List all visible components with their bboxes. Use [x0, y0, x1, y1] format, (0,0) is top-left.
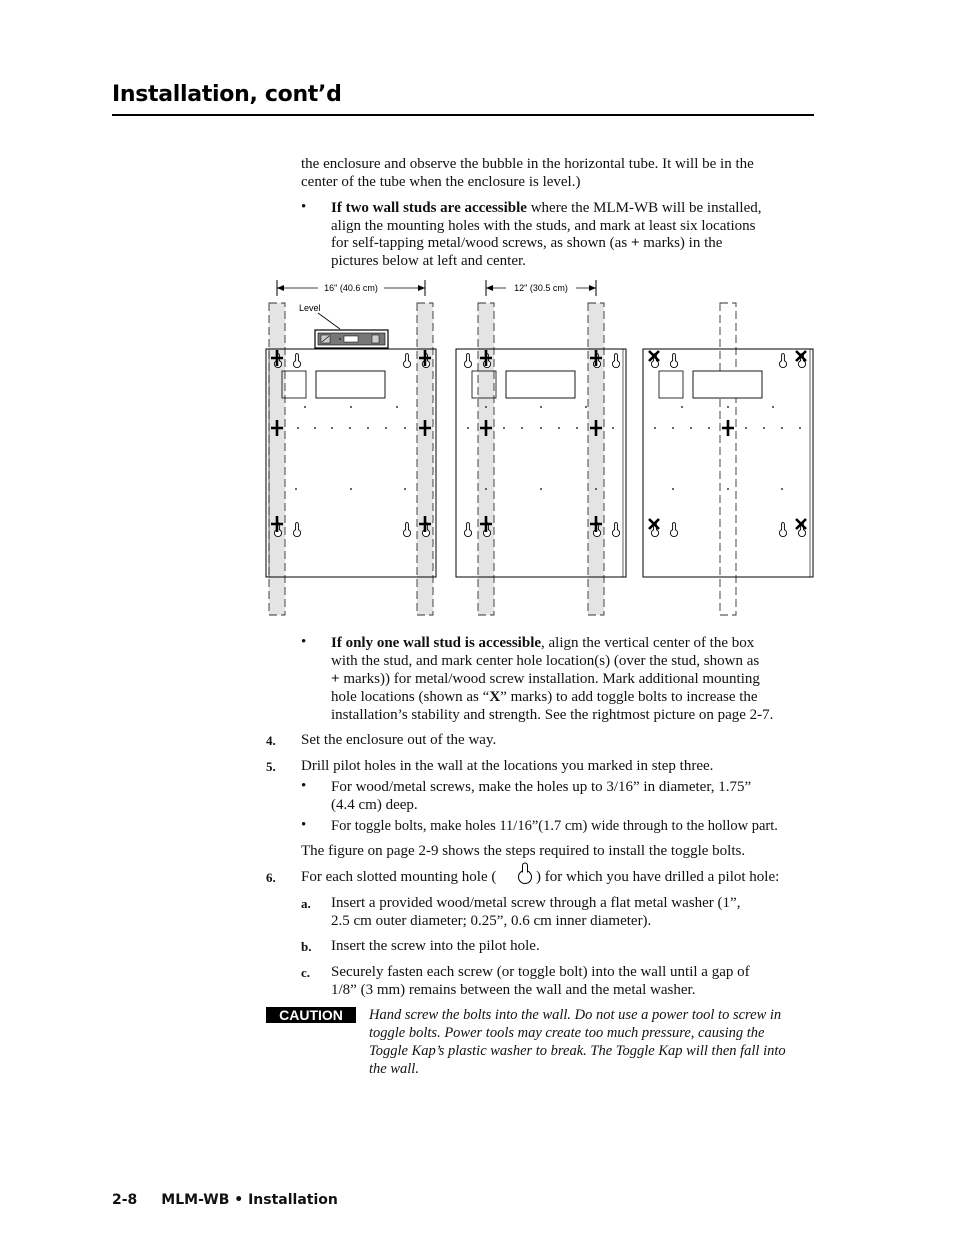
caution-line-1: Hand screw the bolts into the wall. Do not use a power tool to screw in: [369, 1007, 782, 1023]
page-number: 2-8: [112, 1192, 138, 1208]
step-5-number: 5.: [266, 759, 276, 774]
stud: [417, 303, 433, 615]
plus-mark: +: [630, 235, 640, 251]
dimension-16in-label: 16" (40.6 cm): [324, 283, 378, 293]
x-mark: X: [489, 689, 501, 705]
header-rule: [112, 114, 814, 116]
caution-line-2: toggle bolts. Power tools may create too much pressure, causing the: [369, 1025, 765, 1041]
keyhole-icon: [516, 862, 534, 886]
step-6-text-b: ) for which you have drilled a pilot hole:: [536, 869, 780, 885]
bullet1-line3-b: marks) in the: [639, 235, 723, 251]
caution-line-3: Toggle Kap’s plastic washer to break. The Toggle Kap will then fall into: [369, 1043, 786, 1059]
step-5-bullet-1-line-1: For wood/metal screws, make the holes up to 3/16” in diameter, 1.75”: [331, 779, 752, 795]
bullet2-line-5: installation’s stability and strength. See the rightmost picture on page 2-7.: [331, 707, 774, 723]
bullet2-line-3: [331, 670, 760, 688]
step-5-note: The figure on page 2-9 shows the steps required to install the toggle bolts.: [301, 843, 746, 859]
bullet2-line4-a: hole locations (shown as “: [331, 689, 490, 705]
bullet-marker: •: [301, 778, 307, 794]
bullet2-line3-rest: marks)) for metal/wood screw installation. Mark additional mounting: [339, 671, 760, 687]
caution-line-4: the wall.: [369, 1061, 419, 1077]
page-footer: [112, 1192, 338, 1208]
level-label: Level: [299, 303, 321, 313]
stud: [720, 303, 736, 615]
step-6a-line-2: 2.5 cm outer diameter; 0.25”, 0.6 cm inner diameter).: [331, 913, 652, 929]
bullet2-rest: , align the vertical center of the box: [541, 635, 755, 651]
step-6c-line-2: 1/8” (3 mm) remains between the wall and the metal washer.: [331, 982, 696, 998]
dimension-16in: [277, 280, 425, 296]
step-5-bullet-1-line-2: (4.4 cm) deep.: [331, 797, 418, 813]
plus-mark: +: [331, 671, 340, 687]
step-6a-line-1: Insert a provided wood/metal screw through a flat metal washer (1”,: [331, 895, 741, 911]
step-5-bullet-2: For toggle bolts, make holes 11/16”(1.7 cm) wide through to the hollow part.: [331, 818, 778, 834]
intro-line-1: the enclosure and observe the bubble in the horizontal tube. It will be in the: [301, 156, 754, 172]
step-6-number: 6.: [266, 870, 276, 885]
footer-title: MLM-WB • Installation: [161, 1192, 338, 1208]
stud: [478, 303, 494, 615]
step-4-number: 4.: [266, 733, 276, 748]
bullet-marker: •: [301, 199, 307, 215]
intro-line-2: center of the tube when the enclosure is level.): [301, 174, 581, 190]
page-title: Installation, cont’d: [112, 82, 342, 107]
bullet1-bold: If two wall studs are accessible: [331, 200, 527, 216]
step-6a-label: a.: [301, 896, 311, 911]
bullet1-rest: where the MLM-WB will be installed,: [526, 200, 762, 216]
bullet2-line-1: [331, 634, 754, 652]
step-5-text: Drill pilot holes in the wall at the locations you marked in step three.: [301, 758, 714, 774]
bullet2-line4-b: ” marks) to add toggle bolts to increase the: [500, 689, 758, 705]
bullet-marker: •: [301, 634, 307, 650]
dimension-12in: [486, 280, 596, 296]
bullet2-line-2: with the stud, and mark center hole location(s) (over the stud, shown as: [331, 653, 760, 669]
step-4-text: Set the enclosure out of the way.: [301, 732, 497, 748]
bullet1-line-2: align the mounting holes with the studs, and mark at least six locations: [331, 218, 756, 234]
stud: [588, 303, 604, 615]
step-6c-label: c.: [301, 965, 311, 980]
bullet-marker: •: [301, 817, 307, 833]
bullet1-line-4: pictures below at left and center.: [331, 253, 526, 269]
step-6-text-a: For each slotted mounting hole (: [301, 869, 497, 885]
level-tool: [299, 303, 388, 348]
step-6b-label: b.: [301, 939, 312, 954]
bullet2-line-4: [331, 688, 758, 706]
mounting-diagram: [260, 276, 820, 621]
enclosure-left: [266, 349, 436, 577]
bullet1-line3-a: for self-tapping metal/wood screws, as shown (as: [331, 235, 631, 251]
bullet2-bold: If only one wall stud is accessible: [331, 635, 542, 651]
bullet1-line-1: [331, 199, 762, 217]
bullet1-line-3: [331, 234, 722, 252]
caution-badge: CAUTION: [266, 1007, 356, 1023]
dimension-12in-label: 12" (30.5 cm): [514, 283, 568, 293]
stud: [269, 303, 285, 615]
step-6c-line-1: Securely fasten each screw (or toggle bolt) into the wall until a gap of: [331, 964, 750, 980]
step-6b-text: Insert the screw into the pilot hole.: [331, 938, 540, 954]
